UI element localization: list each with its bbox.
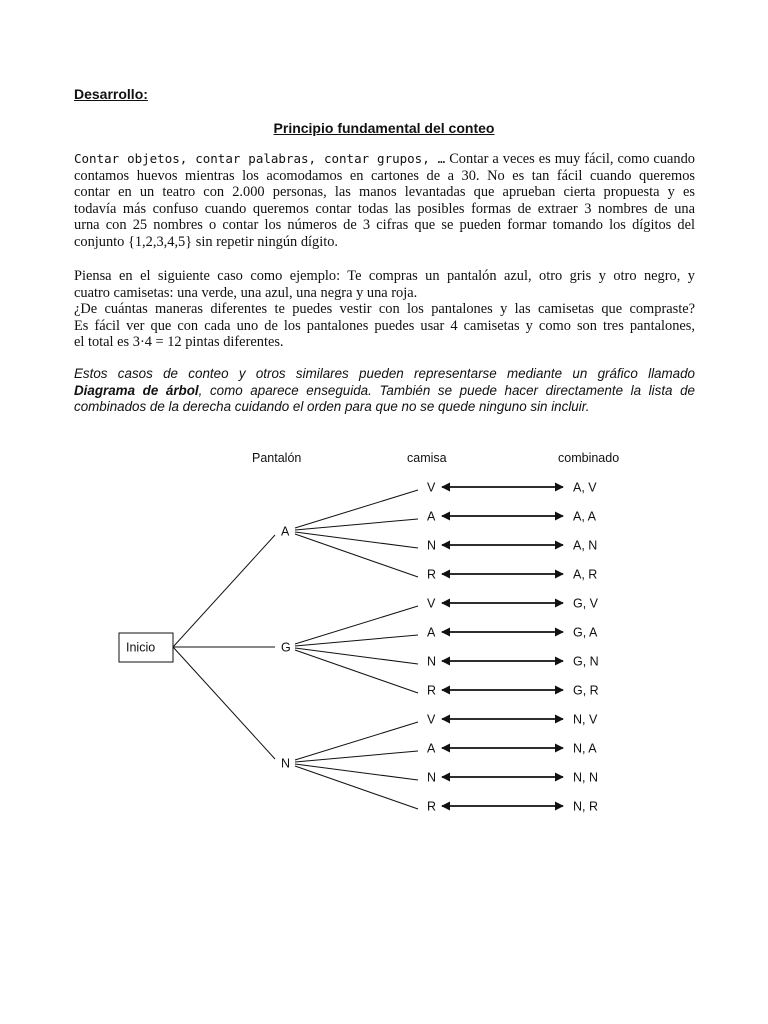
- pant-to-shirt-branch: [295, 606, 418, 644]
- combination-labels: [573, 481, 599, 814]
- shirt-node-label: A: [427, 741, 436, 756]
- root-to-pant-branch: [173, 535, 275, 647]
- combo-label: G, A: [573, 625, 598, 640]
- para1-line: contamos huevos mientras los acomodamos en cartones de a 30. No es tan fácil cuando queremos: [74, 167, 695, 184]
- combo-label: N, A: [573, 741, 597, 756]
- combo-label: G, N: [573, 654, 599, 669]
- header-combinado: combinado: [558, 451, 620, 465]
- shirt-node-label: V: [427, 712, 436, 727]
- pant-to-shirt-branch: [295, 490, 418, 528]
- shirt-node-label: A: [427, 625, 436, 640]
- header-camisa: camisa: [407, 451, 447, 465]
- pant-to-shirt-branch: [295, 722, 418, 760]
- para2-line: Es fácil ver que con cada uno de los pantalones puedes usar 4 camisetas y como son tres pantalones,: [74, 317, 695, 334]
- document-title: Principio fundamental del conteo: [273, 120, 495, 136]
- para2-line: cuatro camisetas: una verde, una azul, una negra y una roja.: [74, 284, 418, 301]
- pant-node-label: N: [281, 756, 291, 771]
- header-pantalon: Pantalón: [252, 451, 302, 465]
- pant-node-label: A: [281, 524, 290, 539]
- para1-line: conjunto {1,2,3,4,5} sin repetir ningún dígito.: [74, 233, 339, 250]
- shirt-node-label: N: [427, 654, 437, 669]
- combo-label: N, R: [573, 799, 598, 814]
- shirt-labels: [427, 481, 436, 814]
- para3-line-2-rest: , como aparece enseguida. También se puede hacer directamente la lista de: [198, 382, 695, 398]
- branch-lines: [173, 490, 418, 809]
- combo-label: A, V: [573, 480, 597, 495]
- monospace-lead: Contar objetos, contar palabras, contar grupos, …: [74, 151, 446, 166]
- para1-line-1-rest: Contar a veces es muy fácil, como cuando: [449, 151, 695, 167]
- combo-label: G, R: [573, 683, 599, 698]
- pant-to-shirt-branch: [295, 635, 418, 646]
- combo-label: N, N: [573, 770, 598, 785]
- shirt-node-label: R: [427, 683, 437, 698]
- pant-to-shirt-branch: [295, 519, 418, 530]
- shirt-node-label: A: [427, 509, 436, 524]
- pant-node-label: G: [281, 640, 291, 655]
- combo-label: A, N: [573, 538, 598, 553]
- shirt-node-label: V: [427, 596, 436, 611]
- para1-line: urna con 25 nombres o contar los números de 3 cifras que se pueden formar tomando los dígitos del: [74, 217, 695, 234]
- para2-line: ¿De cuántas maneras diferentes te puedes vestir con los pantalones y las camisetas que compraste?: [74, 301, 695, 318]
- para2-line: Piensa en el siguiente caso como ejemplo: Te compras un pantalón azul, otro gris y otro negro, y: [74, 268, 695, 284]
- root-to-pant-branch: [173, 647, 275, 759]
- double-arrows: [442, 487, 563, 806]
- bold-term: Diagrama de árbol: [74, 382, 199, 398]
- combo-label: G, V: [573, 596, 599, 611]
- combo-label: A, A: [573, 509, 596, 524]
- pant-labels: [281, 525, 291, 771]
- shirt-node-label: N: [427, 538, 437, 553]
- pant-to-shirt-branch: [295, 751, 418, 762]
- para1-line: todavía más confuso cuando queremos contar todas las posibles formas de extraer 3 nombres de una: [74, 200, 695, 217]
- root-label: Inicio: [126, 640, 156, 655]
- combo-label: N, V: [573, 712, 598, 727]
- para3-line-1: Estos casos de conteo y otros similares pueden representarse mediante un gráfico llamado: [74, 366, 695, 381]
- shirt-node-label: R: [427, 799, 437, 814]
- shirt-node-label: V: [427, 480, 436, 495]
- para3-line-3: combinados de la derecha cuidando el orden para que no se quede ninguno sin incluir.: [74, 399, 590, 415]
- shirt-node-label: R: [427, 567, 437, 582]
- shirt-node-label: N: [427, 770, 437, 785]
- combo-label: A, R: [573, 567, 598, 582]
- para2-line: el total es 3·4 = 12 pintas diferentes.: [74, 334, 284, 351]
- para1-line: contar en un teatro con 2.000 personas, las manos levantadas que aprueban cierta propuesta y es: [74, 184, 695, 201]
- section-heading: Desarrollo:: [74, 86, 148, 102]
